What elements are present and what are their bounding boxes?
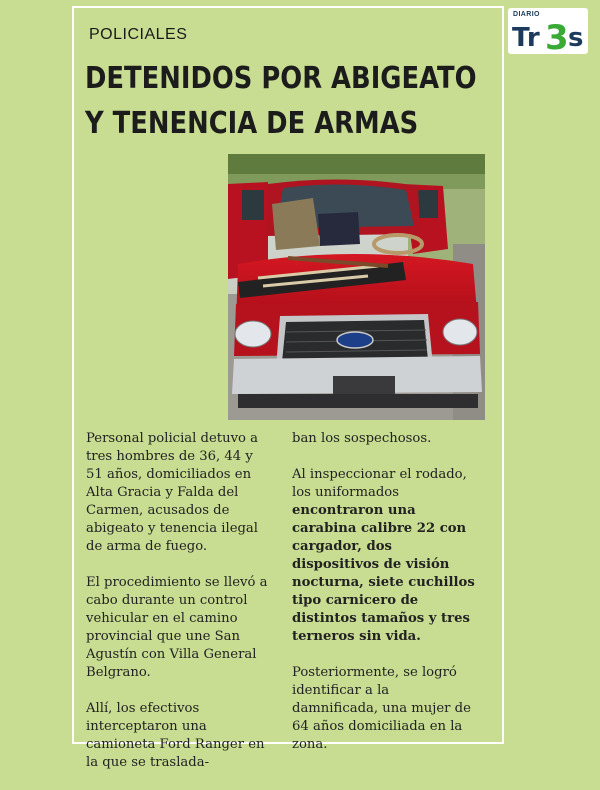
paragraph-victim: Posteriormente, se logró identificar a la damnificada, una mujer de 64 años domiciliada en la zona. bbox=[292, 665, 471, 752]
logo-diario-text: DIARIO bbox=[513, 11, 540, 18]
truck-with-seized-items-image bbox=[228, 154, 485, 420]
section-label: POLICIALES bbox=[89, 26, 188, 43]
paragraph-detention: Personal policial detuvo a tres hombres de 36, 44 y 51 años, domiciliados en Alta Gracia y Falda del Carmen, acusados de abigeato y tenencia ilegal de arma de fuego. bbox=[86, 431, 259, 554]
headline bbox=[85, 56, 477, 146]
svg-text:Tr: Tr bbox=[512, 23, 540, 53]
paragraph-interception: Allí, los efectivos interceptaron una camioneta Ford Ranger en la que se traslada- bbox=[86, 701, 265, 770]
svg-text:s: s bbox=[568, 23, 584, 53]
article-column-1 bbox=[86, 430, 272, 790]
article-column-2 bbox=[292, 430, 478, 772]
truck-photo bbox=[228, 154, 485, 420]
diario-tres-logo bbox=[508, 8, 588, 54]
headline-line-1: DETENIDOS POR ABIGEATO bbox=[85, 61, 477, 96]
paragraph-continuation: ban los sospechosos. bbox=[292, 431, 432, 446]
headline-line-2: Y TENENCIA DE ARMAS bbox=[85, 106, 419, 141]
paragraph-procedure: El procedimiento se llevó a cabo durante un control vehicular en el camino provincial que une San Agustín con Villa General Belgrano. bbox=[86, 575, 268, 680]
inspection-text: Al inspeccionar el rodado, los uniformados bbox=[292, 467, 467, 500]
paragraph-inspection bbox=[292, 466, 478, 646]
inspection-findings: encontraron una carabina calibre 22 con cargador, dos dispositivos de visión nocturna, siete cuchillos tipo carnicero de distintos tamaños y tres terneros sin vida. bbox=[292, 503, 475, 644]
svg-text:3: 3 bbox=[545, 18, 569, 54]
logo-tr3s-wordmark bbox=[508, 8, 588, 54]
